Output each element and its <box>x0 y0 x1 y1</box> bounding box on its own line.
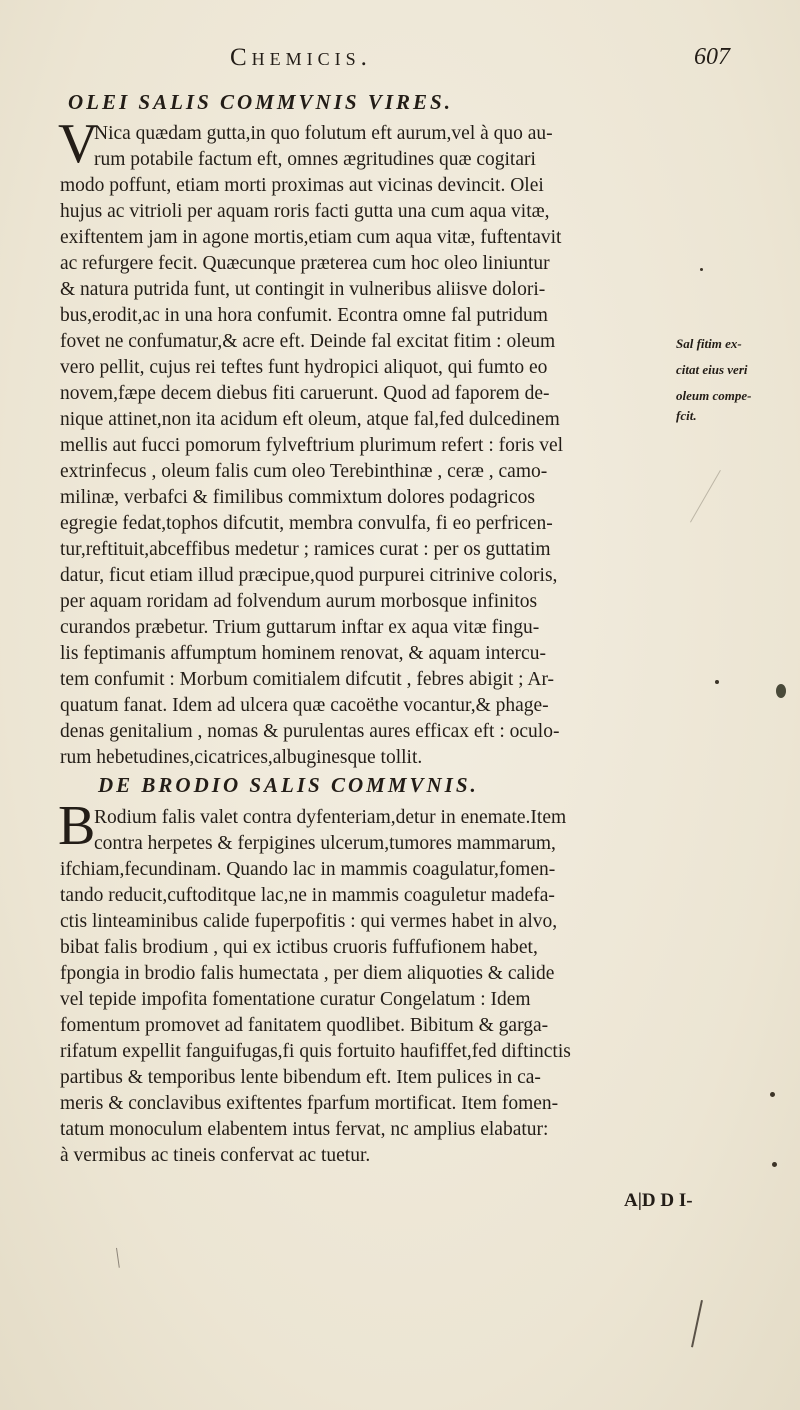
text-line: milinæ, verbafci & fimilibus commixtum dolores podagricos <box>60 487 535 508</box>
text-line: egregie fedat,tophos difcutit, membra convulfa, fi eo perfricen- <box>60 513 553 534</box>
text-line: ctis linteaminibus calide fuperpofitis : qui vermes habet in alvo, <box>60 911 558 932</box>
pen-mark <box>691 1300 703 1347</box>
text-line: tatum monoculum elabentem intus fervat, nc amplius elabatur: <box>60 1119 549 1140</box>
running-head <box>60 44 730 78</box>
marginal-note-line: oleum compe- <box>676 388 752 403</box>
section-title-brodio: DE BRODIO SALIS COMMVNIS. <box>98 773 479 797</box>
text-line: bus,erodit,ac in una hora confumit. Econtra omne fal putridum <box>60 305 548 326</box>
text-line: rifatum expellit fanguifugas,fi quis fortuito haufiffet,fed diftinctis <box>60 1041 571 1062</box>
page-number: 607 <box>694 44 730 70</box>
text-line: per aquam roridam ad folvendum aurum morbosque infinitos <box>60 591 538 612</box>
text-line: exiftentem jam in agone mortis,etiam cum aqua vitæ, fuftentavit <box>60 227 562 248</box>
text-line: vero pellit, cujus rei teftes funt hydropici aliquot, qui fumto eo <box>60 357 548 378</box>
text-line: mellis aut fucci pomorum fylveftrium plurimum refert : foris vel <box>60 435 564 456</box>
marginal-note-line: fcit. <box>676 408 697 423</box>
text-line: tur,reftituit,abceffibus medetur ; ramices curat : per os guttatim <box>60 539 551 560</box>
marginal-note-line: citat eius veri <box>676 362 748 377</box>
pen-mark <box>116 1248 120 1268</box>
text-line: lis feptimanis affumptum hominem renovat, & aquam intercu- <box>60 643 546 664</box>
running-head-title: Chemicis. <box>230 44 372 71</box>
text-line: hujus ac vitrioli per aquam roris facti gutta una cum aqua vitæ, <box>60 201 550 222</box>
text-line: novem,fæpe decem diebus fiti caruerunt. Quod ad faporem de- <box>60 383 550 404</box>
text-line: Nica quædam gutta,in quo folutum eft aurum,vel à quo au- <box>94 123 553 144</box>
ink-blot <box>776 684 786 698</box>
text-line: bibat falis brodium , qui ex ictibus cruoris fuffufionem habet, <box>60 937 538 958</box>
drop-cap-u: V <box>58 113 99 175</box>
text-line: ac refurgere fecit. Quæcunque præterea cum hoc oleo liniuntur <box>60 253 550 274</box>
text-line: rum potabile factum eft, omnes ægritudines quæ cogitari <box>94 149 536 170</box>
catchword: A|D D I- <box>624 1190 693 1211</box>
text-line: à vermibus ac tineis confervat ac tuetur. <box>60 1145 371 1166</box>
text-line: modo poffunt, etiam morti proximas aut vicinas devincit. Olei <box>60 175 544 196</box>
text-line: rum hebetudines,cicatrices,albuginesque tollit. <box>60 747 423 768</box>
text-line: curandos præbetur. Trium guttarum inftar ex aqua vitæ fingu- <box>60 617 540 638</box>
text-line: quatum fanat. Idem ad ulcera quæ cacoëthe vocantur,& phage- <box>60 695 549 716</box>
text-line: meris & conclavibus exiftentes fparfum mortificat. Item fomen- <box>60 1093 559 1114</box>
text-line: tem confumit : Morbum comitialem difcutit , febres abigit ; Ar- <box>60 669 555 690</box>
text-line: denas genitalium , nomas & purulentas aures efficax eft : oculo- <box>60 721 560 742</box>
text-line: fomentum promovet ad fanitatem quodlibet. Bibitum & garga- <box>60 1015 549 1036</box>
text-line: & natura putrida funt, ut contingit in vulneribus aliisve dolori- <box>60 279 546 300</box>
text-line: tando reducit,cuftoditque lac,ne in mammis coaguletur madefa- <box>60 885 555 906</box>
marginal-note-line: Sal fitim ex- <box>676 336 742 351</box>
text-line: contra herpetes & ferpigines ulcerum,tumores mammarum, <box>94 833 556 854</box>
ink-speck <box>772 1162 777 1167</box>
text-line: extrinfecus , oleum falis cum oleo Terebinthinæ , ceræ , camo- <box>60 461 548 482</box>
drop-cap-b: B <box>58 795 96 857</box>
section-title-olei: OLEI SALIS COMMVNIS VIRES. <box>68 90 453 114</box>
ink-speck <box>770 1092 775 1097</box>
text-line: vel tepide impofita fomentatione curatur Congelatum : Idem <box>60 989 531 1010</box>
text-line: datur, ficut etiam illud præcipue,quod purpurei citrinive coloris, <box>60 565 558 586</box>
text-line: nique attinet,non ita acidum eft oleum, atque fal,fed dulcedinem <box>60 409 560 430</box>
ink-speck <box>715 680 719 684</box>
ink-speck <box>700 268 703 271</box>
text-line: partibus & temporibus lente bibendum eft. Item pulices in ca- <box>60 1067 541 1088</box>
text-line: fpongia in brodio falis humectata , per diem aliquoties & calide <box>60 963 555 984</box>
text-line: Rodium falis valet contra dyfenteriam,detur in enemate.Item <box>94 807 567 828</box>
text-line: ifchiam,fecundinam. Quando lac in mammis coagulatur,fomen- <box>60 859 556 880</box>
text-line: fovet ne confumatur,& acre eft. Deinde fal excitat fitim : oleum <box>60 331 556 352</box>
